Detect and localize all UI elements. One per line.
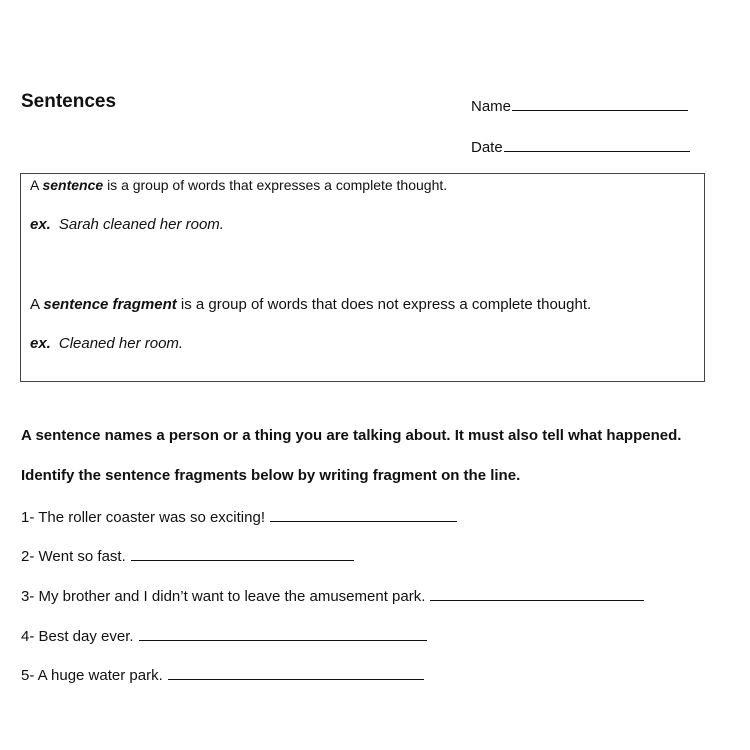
answer-line[interactable] [131,546,354,561]
page-title: Sentences [21,91,117,112]
instruction-text: Identify the sentence fragments below by writing fragment on the line. [21,467,521,484]
fragment-definition: A sentence fragment is a group of words that does not express a complete thought. [30,296,592,313]
sentence-example: ex. Sarah cleaned her room. [30,216,224,233]
date-line[interactable] [504,137,690,152]
question-text: 2- Went so fast. [21,548,126,565]
question-item [21,665,424,684]
name-line[interactable] [512,96,688,111]
question-text: 5- A huge water park. [21,667,163,684]
sentence-definition: A sentence is a group of words that expresses a complete thought. [30,177,448,193]
question-item [21,626,427,645]
answer-line[interactable] [139,626,427,641]
question-item [21,586,644,605]
answer-line[interactable] [430,586,644,601]
answer-line[interactable] [168,665,424,680]
sentence-term: sentence [42,177,104,193]
instruction-text: A sentence names a person or a thing you are talking about. It must also tell what happened. [21,427,682,444]
name-field[interactable] [471,96,688,115]
question-item [21,507,457,526]
definition-box [20,173,705,382]
example-label: ex. [30,335,51,352]
question-text: 3- My brother and I didn’t want to leave the amusement park. [21,588,426,605]
question-text: 1- The roller coaster was so exciting! [21,509,265,526]
name-label: Name [471,98,512,115]
date-field[interactable] [471,137,690,156]
fragment-term: sentence fragment [43,296,177,313]
example-label: ex. [30,216,51,233]
answer-line[interactable] [270,507,457,522]
fragment-example: ex. Cleaned her room. [30,335,184,352]
question-item [21,546,354,565]
date-label: Date [471,139,503,156]
question-text: 4- Best day ever. [21,628,134,645]
